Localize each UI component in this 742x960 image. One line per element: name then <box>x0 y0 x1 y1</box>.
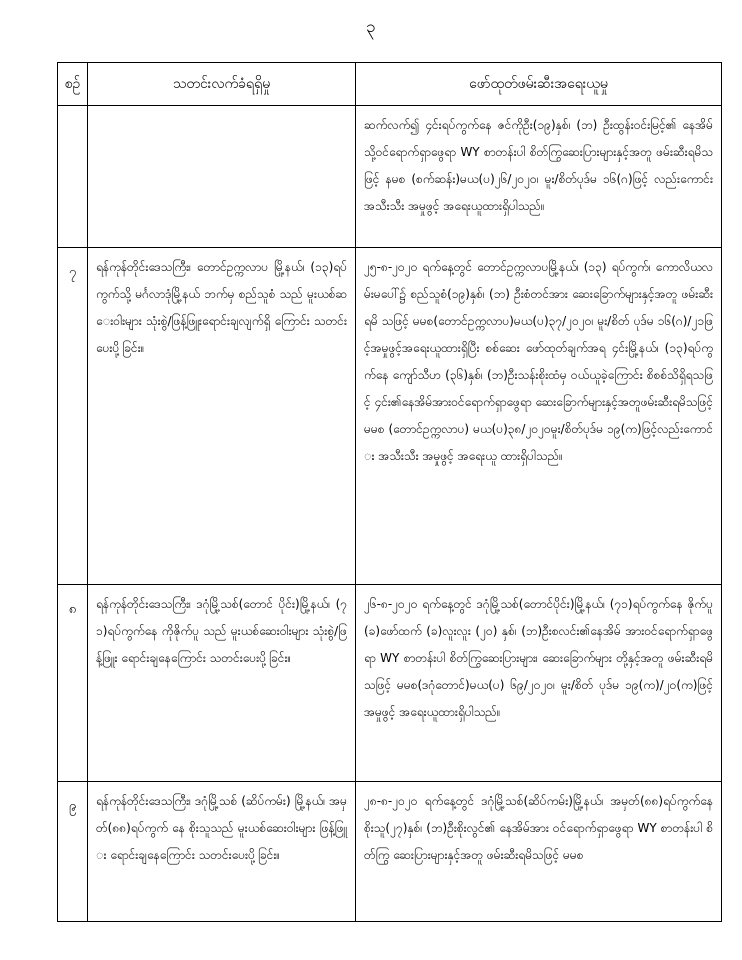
header-serial-no: စဉ် <box>58 63 88 106</box>
table-row <box>58 585 722 782</box>
row-information: ရန်ကုန်တိုင်းဒေသကြီး၊ ဒဂုံမြို့သစ်(တောင် ပိုင်း)မြို့နယ်၊ (၇၁)ရပ်ကွက်နေ ကိုဇိုက်ပူ သည် မူးယစ်ဆေးဝါးများ သုံးစွဲ/ဖြန့်ဖြူး ရောင်းချနေကြောင်း သတင်းပေးပို့ခြင်း။ <box>88 585 356 782</box>
table-row <box>58 248 722 585</box>
row-number: ၈ <box>58 585 88 782</box>
page-number: ၃ <box>366 17 376 37</box>
row-information: ရန်ကုန်တိုင်းဒေသကြီး၊ တောင်ဥက္ကလာပ မြို့နယ်၊ (၁၃)ရပ်ကွက်သို့ မင်္ဂလာဒုံမြို့နယ် ဘက်မှ စည်သူစံ သည် မူးယစ်ဆေးဝါးများ သုံးစွဲ/ဖြန့်ဖြူးရောင်းချလျက်ရှိ ကြောင်း သတင်းပေးပို့ခြင်း။ <box>88 248 356 585</box>
header-action-taken: ဖော်ထုတ်ဖမ်းဆီးအရေးယူမှု <box>356 63 722 106</box>
row-number: ၉ <box>58 782 88 922</box>
row-action: ၂၅-၈-၂၀၂၀ ရက်နေ့တွင် တောင်ဥက္ကလာပမြို့နယ်၊ (၁၃) ရပ်ကွက်၊ ကောလိယလမ်းမပေါ်၌ စည်သူစံ(၁၉)နှစ်၊ (ဘ) ဦးစံတင်အား ဆေးခြောက်များနှင့်အတူ ဖမ်းဆီးရမိ သဖြင့် မမစ(တောင်ဥက္ကလာပ)မယ(ပ)၃၇/၂၀၂၀၊ မူး/စိတ် ပုဒ်မ ၁၆(ဂ)/၂၁ဖြင့်အမှုဖွင့်အရေးယူထားရှိပြီး စစ်ဆေး ဖော်ထုတ်ချက်အရ ၄င်းမြို့နယ်၊ (၁၃)ရပ်ကွက်နေ ကျော်သီဟ (၃၆)နှစ်၊ (ဘ)ဦးသန်းစိုးထံမှ ဝယ်ယူခဲ့ကြောင်း စိစစ်သိရှိရသဖြင့် ၄င်း၏နေအိမ်အားဝင်ရောက်ရှာဖွေရာ ဆေးခြောက်များနှင့်အတူဖမ်းဆီးရမိသဖြင့် မမစ (တောင်ဥက္ကလာပ) မယ(ပ)၃၈/၂၀၂၀မူး/စိတ်ပုဒ်မ ၁၉(က)ဖြင့်လည်းကောင်း အသီးသီး အမှုဖွင့် အရေးယူ ထားရှိပါသည်။ <box>356 248 722 585</box>
header-information-received: သတင်းလက်ခံရရှိမှု <box>88 63 356 106</box>
table-row <box>58 782 722 922</box>
row-number: ၇ <box>58 248 88 585</box>
row-action: ဆက်လက်၍ ၄င်းရပ်ကွက်နေ ဇင်ကိုဦး(၁၉)နှစ်၊ (ဘ) ဦးထွန်းဝင်းမြင့်၏ နေအိမ်သို့ဝင်ရောက်ရှာဖွေရာ WY စာတန်းပါ စိတ်ကြွဆေးပြားများနှင့်အတူ ဖမ်းဆီးရမိသဖြင့် နမစ (စက်ဆန်း)မယ(ပ)၂၆/၂၀၂၀၊ မူး/စိတ်ပုဒ်မ ၁၆(ဂ)ဖြင့် လည်းကောင်း အသီးသီး အမှုဖွင့် အရေးယူထားရှိပါသည်။ <box>356 106 722 248</box>
row-action: ၂၈-၈-၂၀၂၀ ရက်နေ့တွင် ဒဂုံမြို့သစ်(ဆိပ်ကမ်း)မြို့နယ်၊ အမှတ်(၈၈)ရပ်ကွက်နေ စိုးသူ(၂၇)နှစ်၊ (ဘ)ဦးစိုးလွင်၏ နေအိမ်အား ဝင်ရောက်ရှာဖွေရာ WY စာတန်းပါ စိတ်ကြွ ဆေးပြားများနှင့်အတူ ဖမ်းဆီးရမိသဖြင့် မမစ <box>356 782 722 922</box>
table-row <box>58 106 722 248</box>
row-action: ၂၆-၈-၂၀၂၀ ရက်နေ့တွင် ဒဂုံမြို့သစ်(တောင်ပိုင်း)မြို့နယ်၊ (၇၁)ရပ်ကွက်နေ ဇိုက်ပူ(ခ)ဖော်ထက် (ခ)လူးလူး (၂၀) နှစ်၊ (ဘ)ဦးစလင်း၏နေအိမ် အားဝင်ရောက်ရှာဖွေရာ WY စာတန်းပါ စိတ်ကြွဆေးပြားများ၊ ဆေးခြောက်များ တို့နှင့်အတူ ဖမ်းဆီးရမိသဖြင့် မမစ(ဒဂုံတောင်)မယ(ပ) ၆၉/၂၀၂၀၊ မူး/စိတ် ပုဒ်မ ၁၉(က)/၂၀(က)ဖြင့် အမှုဖွင့် အရေးယူထားရှိပါသည်။ <box>356 585 722 782</box>
row-information: ရန်ကုန်တိုင်းဒေသကြီး၊ ဒဂုံမြို့သစ် (ဆိပ်ကမ်း) မြို့နယ်၊ အမှတ်(၈၈)ရပ်ကွက် နေ စိုးသူသည် မူးယစ်ဆေးဝါးများ ဖြန့်ဖြူး ရောင်းချနေကြောင်း သတင်းပေးပို့ခြင်း။ <box>88 782 356 922</box>
row-number <box>58 106 88 248</box>
table-header-row <box>58 63 722 106</box>
report-table <box>57 62 722 922</box>
row-information <box>88 106 356 248</box>
